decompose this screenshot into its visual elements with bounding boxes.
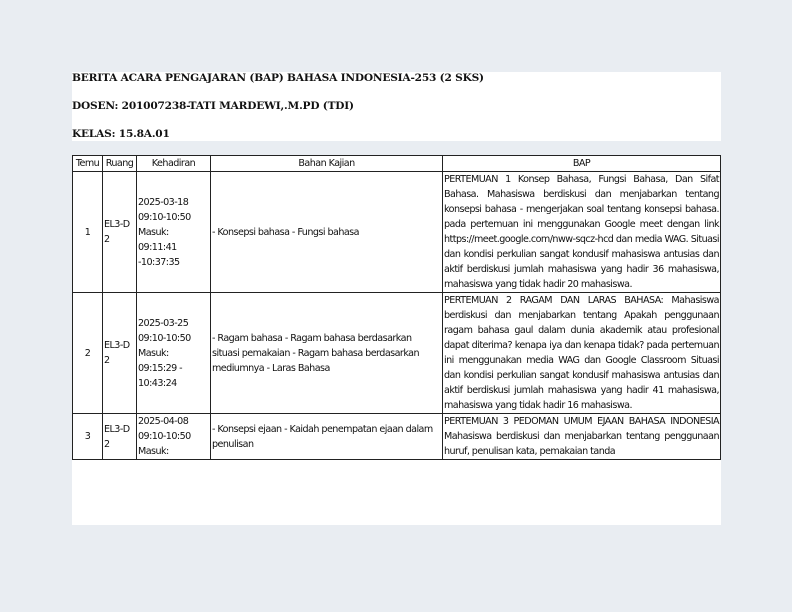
cell-bahan-kajian: - Ragam bahasa - Ragam bahasa berdasarkan situasi pemakaian - Ragam bahasa berdasarkan mediumnya - Laras Bahasa [211, 293, 443, 414]
cell-bap: PERTEMUAN 2 RAGAM DAN LARAS BAHASA: Mahasiswa berdiskusi dan menjabarkan tentang Apakah penggunaan ragam bahasa gaul dalam dunia akademik atau profesional dapat diterima? kenapa iya dan kenapa tidak? pada pertemuan ini menggunakan media WAG dan Google Classroom Situasi dan kondisi perkulian sangat kondusif mahasiswa antusias dan aktif berdiskusi jumlah mahasiswa yang hadir 41 mahasiswa, mahasiswa yang tidak hadir 16 mahasiswa. [443, 293, 721, 414]
attendance-in: Masuk: [138, 347, 169, 359]
document-title: BERITA ACARA PENGAJARAN (BAP) BAHASA INDONESIA-253 (2 SKS) [72, 72, 484, 84]
col-header-bahan-kajian: Bahan Kajian [211, 156, 443, 172]
bap-table-container [72, 155, 721, 525]
cell-ruang: EL3-D2 [103, 172, 137, 293]
cell-bap: PERTEMUAN 3 PEDOMAN UMUM EJAAN BAHASA INDONESIA Mahasiswa berdiskusi dan menjabarkan tentang penggunaan huruf, penulisan kata, pemakaian tanda [443, 414, 721, 460]
table-row [73, 293, 721, 414]
attendance-in: Masuk: [138, 446, 169, 457]
cell-kehadiran [137, 293, 211, 414]
cell-temu: 3 [73, 414, 103, 460]
col-header-bap: BAP [443, 156, 721, 172]
attendance-out: -10:37:35 [138, 256, 180, 268]
attendance-in: Masuk: 09:11:41 [138, 226, 177, 253]
cell-temu: 1 [73, 172, 103, 293]
attendance-in-time: 09:15:29 - [138, 362, 183, 374]
attendance-time: 09:10-10:50 [138, 431, 191, 442]
cell-bahan-kajian: - Konsepsi ejaan - Kaidah penempatan ejaan dalam penulisan [211, 414, 443, 460]
attendance-time: 09:10-10:50 [138, 332, 191, 344]
table-row [73, 172, 721, 293]
cell-ruang: EL3-D2 [103, 293, 137, 414]
attendance-out: 10:43:24 [138, 377, 177, 389]
attendance-date: 2025-04-08 [138, 416, 189, 427]
attendance-date: 2025-03-18 [138, 196, 189, 208]
bap-table [72, 155, 721, 460]
cell-kehadiran [137, 414, 211, 460]
cell-bap: PERTEMUAN 1 Konsep Bahasa, Fungsi Bahasa, Dan Sifat Bahasa. Mahasiswa berdiskusi dan menjabarkan tentang konsepsi bahasa - mengerjakan soal tentang konsepsi bahasa. pada pertemuan ini menggunakan Google meet dengan link https://meet.google.com/nww-sqcz-hcd dan media WAG. Situasi dan kondisi perkulian sangat kondusif mahasiswa antusias dan aktif berdiskusi jumlah mahasiswa yang hadir 36 mahasiswa, mahasiswa yang tidak hadir 20 mahasiswa. [443, 172, 721, 293]
attendance-time: 09:10-10:50 [138, 211, 191, 223]
document-header [72, 72, 721, 141]
cell-ruang: EL3-D2 [103, 414, 137, 460]
lecturer-line: DOSEN: 201007238-TATI MARDEWI,.M.PD (TDI) [72, 100, 354, 112]
table-header-row [73, 156, 721, 172]
cell-kehadiran [137, 172, 211, 293]
table-row [73, 414, 721, 460]
cell-bahan-kajian: - Konsepsi bahasa - Fungsi bahasa [211, 172, 443, 293]
col-header-temu: Temu [73, 156, 103, 172]
attendance-date: 2025-03-25 [138, 317, 189, 329]
class-line: KELAS: 15.8A.01 [72, 128, 170, 140]
cell-temu: 2 [73, 293, 103, 414]
col-header-ruang: Ruang [103, 156, 137, 172]
col-header-kehadiran: Kehadiran [137, 156, 211, 172]
